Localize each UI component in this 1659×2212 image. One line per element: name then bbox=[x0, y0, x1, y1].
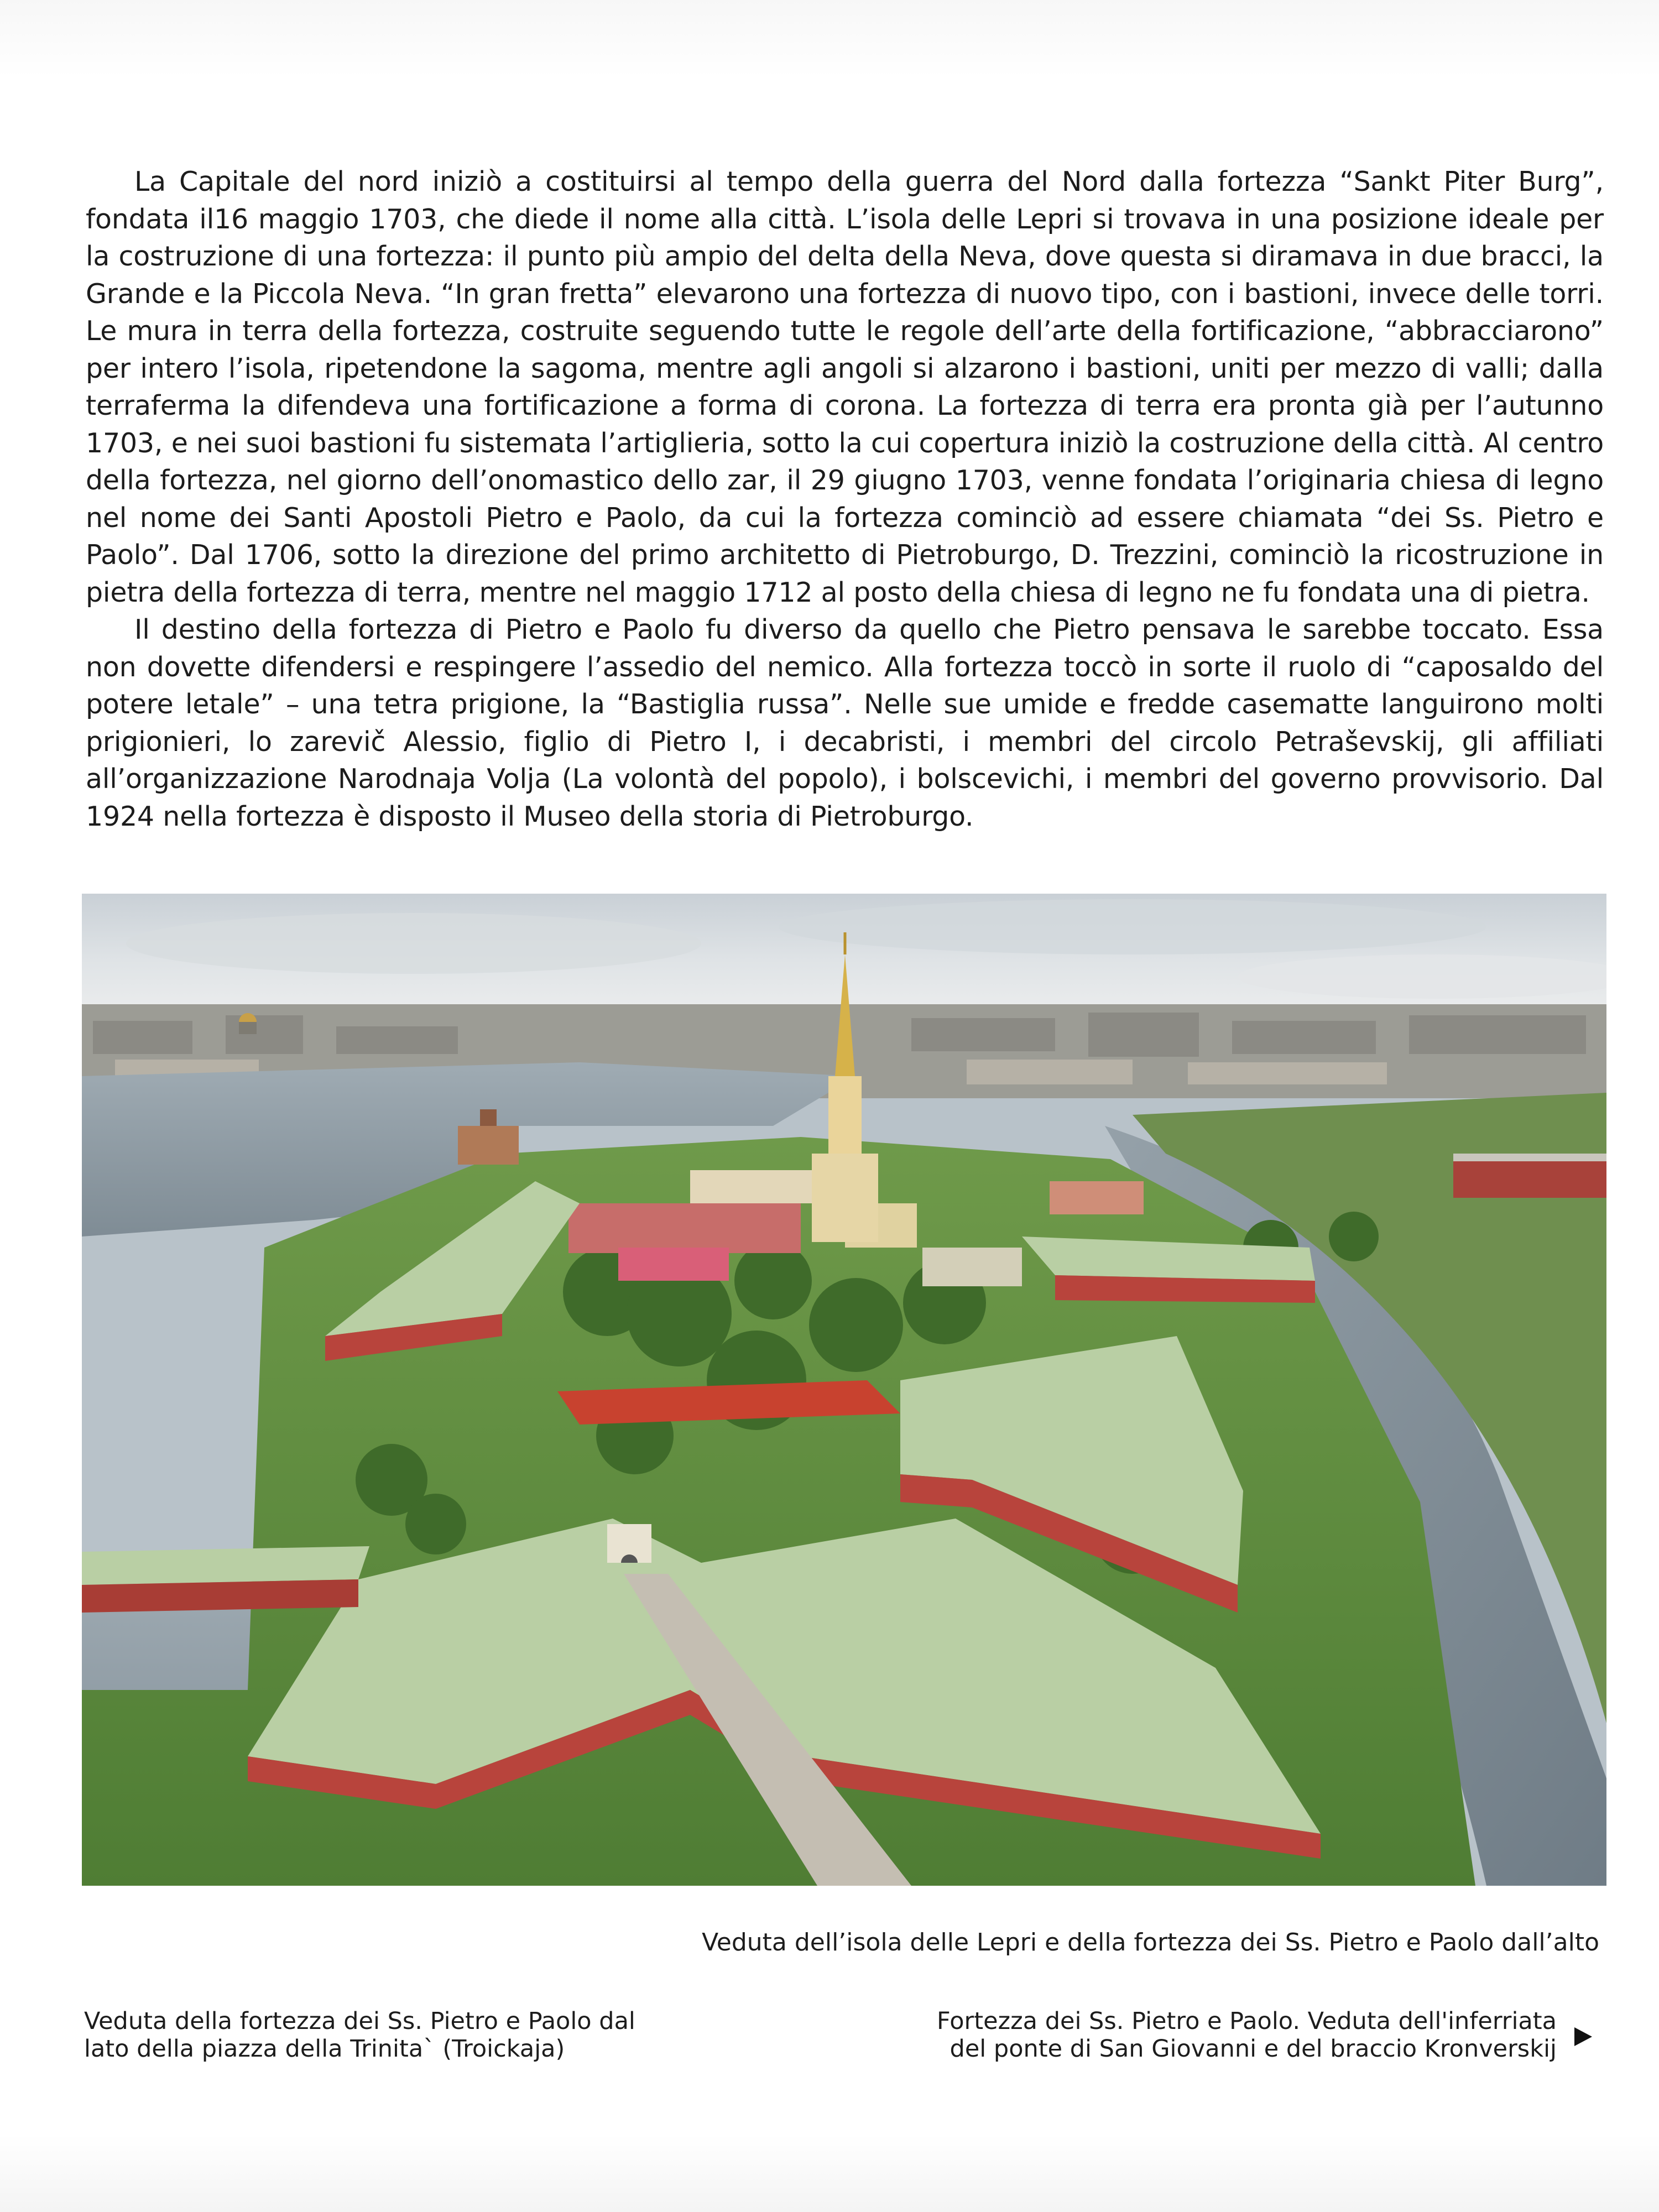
footer-left-caption-line-1: Veduta della fortezza dei Ss. Pietro e Paolo dal bbox=[84, 2007, 635, 2035]
triangle-right-icon bbox=[1574, 2027, 1592, 2046]
footer-left-caption-line-2: lato della piazza della Trinita` (Troickaja) bbox=[84, 2035, 565, 2063]
photo-caption: Veduta dell’isola delle Lepri e della fortezza dei Ss. Pietro e Paolo dall’alto bbox=[702, 1928, 1599, 1957]
paragraph-1: La Capitale del nord iniziò a costituirsi al tempo della guerra del Nord dalla fortezza “Sankt Piter Burg”, fondata il16 maggio 1703, che diede il nome alla città. L’isola delle Lepri si trovava in una posizione ideale per la costruzione di una fortezza: il punto più ampio del delta della Neva, dove questa si diramava in due bracci, la Grande e la Piccola Neva. “In gran fretta” elevarono una fortezza di nuovo tipo, con i bastioni, invece delle torri. Le mura in terra della fortezza, costruite seguendo tutte le regole dell’arte della fortificazione, “abbracciarono” per intero l’isola, ripetendone la sagoma, mentre agli angoli si alzarono i bastioni, uniti per mezzo di valli; dalla terraferma la difendeva una fortificazione a forma di corona. La fortezza di terra era pronta già per l’autunno 1703, e nei suoi bastioni fu sistemata l’artiglieria, sotto la cui copertura iniziò la costruzione della città. Al centro della fortezza, nel giorno dell’onomastico dello zar, il 29 giugno 1703, venne fondata l’originaria chiesa di legno nel nome dei Santi Apostoli Pietro e Paolo, da cui la fortezza cominciò ad essere chiamata “dei Ss. Pietro e Paolo”. Dal 1706, sotto la direzione del primo architetto di Pietroburgo, D. Trezzini, cominciò la ricostruzione in pietra della fortezza di terra, mentre nel maggio 1712 al posto della chiesa di legno ne fu fondata una di pietra. bbox=[86, 166, 1604, 608]
paragraph-2: Il destino della fortezza di Pietro e Paolo fu diverso da quello che Pietro pensava le sarebbe toccato. Essa non dovette difendersi e respingere l’assedio del nemico. Alla fortezza toccò in sorte il ruolo di “caposaldo del potere letale” – una tetra prigione, la “Bastiglia russa”. Nelle sue umide e fredde casematte languirono molti prigionieri, lo zarevič Alessio, figlio di Pietro I, i decabristi, i membri del circolo Petraševskij, gli affiliati all’organizzazione Narodnaja Volja (La volontà del popolo), i bolscevichi, i membri del governo provvisorio. Dal 1924 nella fortezza è disposto il Museo della storia di Pietroburgo. bbox=[86, 614, 1604, 832]
footer-right-caption bbox=[937, 2007, 1557, 2063]
article-body bbox=[86, 163, 1604, 835]
footer-left-caption bbox=[84, 2007, 635, 2063]
footer-right-caption-line-2: del ponte di San Giovanni e del braccio Kronverskij bbox=[950, 2035, 1557, 2063]
fortress-aerial-photo bbox=[82, 894, 1606, 1886]
footer-right-caption-line-1: Fortezza dei Ss. Pietro e Paolo. Veduta dell'inferriata bbox=[937, 2007, 1557, 2035]
